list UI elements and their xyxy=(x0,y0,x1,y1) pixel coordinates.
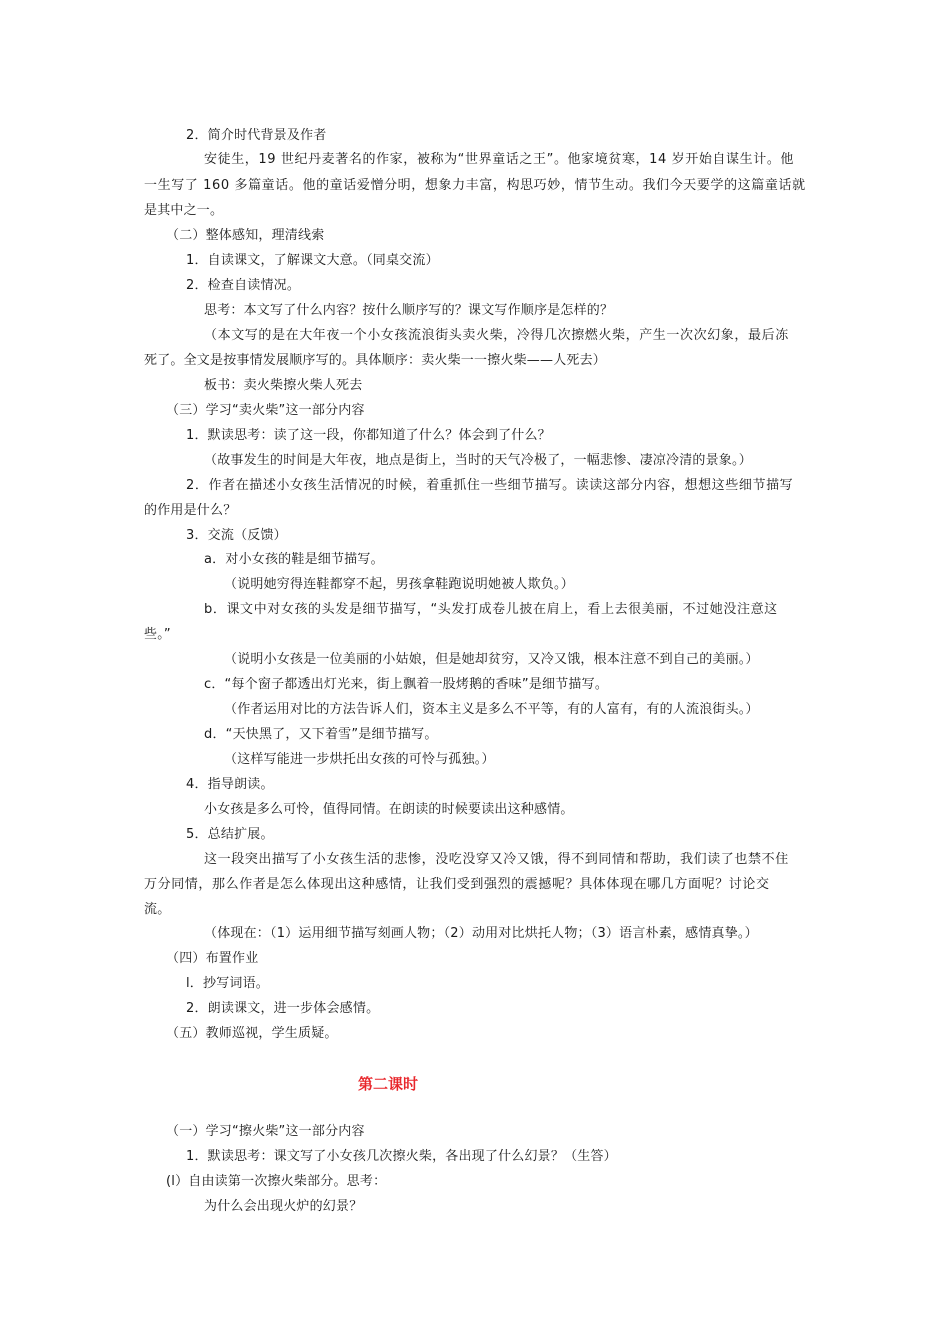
list-item: l．抄写词语。 xyxy=(186,976,270,991)
paragraph-line: （说明小女孩是一位美丽的小姑娘，但是她却贫穷，又冷又饿，根本注意不到自己的美丽。） xyxy=(224,652,759,667)
paragraph-line: （这样写能进一步烘托出女孩的可怜与孤独。） xyxy=(224,752,495,767)
paragraph-line: 小女孩是多么可怜，值得同情。在朗读的时候要读出这种感情。 xyxy=(204,802,574,817)
paragraph-line: （说明她穷得连鞋都穿不起，男孩拿鞋跑说明她被人欺负。） xyxy=(224,577,574,592)
sub-item: c．“每个窗子都透出灯光来，街上飘着一股烤鹅的香味”是细节描写。 xyxy=(204,677,609,692)
paragraph-line: 流。 xyxy=(144,902,171,917)
paragraph-line: （故事发生的时间是大年夜，地点是街上，当时的天气冷极了，一幅悲惨、凄凉冷清的景象。） xyxy=(204,453,752,468)
paragraph-line: （体现在：（1）运用细节描写刻画人物；（2）动用对比烘托人物；（3）语言朴素，感情真挚。） xyxy=(204,926,758,941)
list-item: 2．作者在描述小女孩生活情况的时候，着重抓住一些细节描写。读读这部分内容，想想这些细节描写 xyxy=(186,478,794,493)
paragraph-line: 板书：卖火柴擦火柴人死去 xyxy=(204,378,363,393)
list-item: 4．指导朗读。 xyxy=(186,777,274,792)
list-item: 1．自读课文，了解课文大意。（同桌交流） xyxy=(186,253,439,268)
list-item: 2．朗读课文，进一步体会感情。 xyxy=(186,1001,380,1016)
list-item: 5．总结扩展。 xyxy=(186,827,274,842)
list-item: 1．默读思考：课文写了小女孩几次擦火柴，各出现了什么幻景？（生答） xyxy=(186,1149,617,1164)
sub-item: b．课文中对女孩的头发是细节描写，“头发打成卷儿披在肩上，看上去很美丽，不过她没注意这 xyxy=(204,602,778,617)
sub-item: a．对小女孩的鞋是细节描写。 xyxy=(204,552,384,567)
paragraph-line: 万分同情，那么作者是怎么体现出这种感情，让我们受到强烈的震撼呢？具体体现在哪几方面呢？讨论交 xyxy=(144,877,770,892)
section-heading-1: （一）学习“擦火柴”这一部分内容 xyxy=(166,1124,365,1139)
item-background-author: 2．简介时代背景及作者 xyxy=(186,128,327,143)
list-item: 3．交流（反馈） xyxy=(186,528,287,543)
paragraph-line: 一生写了 160 多篇童话。他的童话爱憎分明，想象力丰富，构思巧妙，情节生动。我们今天要学的这篇童话就 xyxy=(144,178,806,193)
paragraph-line: 的作用是什么？ xyxy=(144,503,237,518)
paragraph-line: 是其中之一。 xyxy=(144,203,224,218)
section-heading-5: （五）教师巡视，学生质疑。 xyxy=(166,1026,338,1041)
list-item: (l）自由读第一次擦火柴部分。思考： xyxy=(166,1174,387,1189)
lesson-heading: 第二课时 xyxy=(358,1075,419,1093)
section-heading-3: （三）学习“卖火柴”这一部分内容 xyxy=(166,403,365,418)
list-item: 2．检查自读情况。 xyxy=(186,278,301,293)
sub-item: d．“天快黑了，又下着雪”是细节描写。 xyxy=(204,727,438,742)
paragraph-line: 安徒生，19 世纪丹麦著名的作家，被称为“世界童话之王”。他家境贫寒，14 岁开始自谋生计。他 xyxy=(204,152,795,167)
paragraph-line: 死了。全文是按事情发展顺序写的。具体顺序：卖火柴一一擦火柴——人死去） xyxy=(144,353,607,368)
list-item: 1．默读思考：读了这一段，你都知道了什么？体会到了什么？ xyxy=(186,428,551,443)
section-heading-4: （四）布置作业 xyxy=(166,951,259,966)
paragraph-line: 这一段突出描写了小女孩生活的悲惨，没吃没穿又冷又饿，得不到同情和帮助，我们读了也禁不住 xyxy=(204,852,789,867)
section-heading-2: （二）整体感知，理清线索 xyxy=(166,228,325,243)
paragraph-line: 思考：本文写了什么内容？按什么顺序写的？课文写作顺序是怎样的？ xyxy=(204,303,614,318)
paragraph-line: 些。” xyxy=(144,627,171,642)
paragraph-line: （本文写的是在大年夜一个小女孩流浪街头卖火柴，冷得几次擦燃火柴，产生一次次幻象，最后冻 xyxy=(204,328,789,343)
paragraph-line: （作者运用对比的方法告诉人们，资本主义是多么不平等，有的人富有，有的人流浪街头。） xyxy=(224,702,759,717)
paragraph-line: 为什么会出现火炉的幻景？ xyxy=(204,1199,363,1214)
